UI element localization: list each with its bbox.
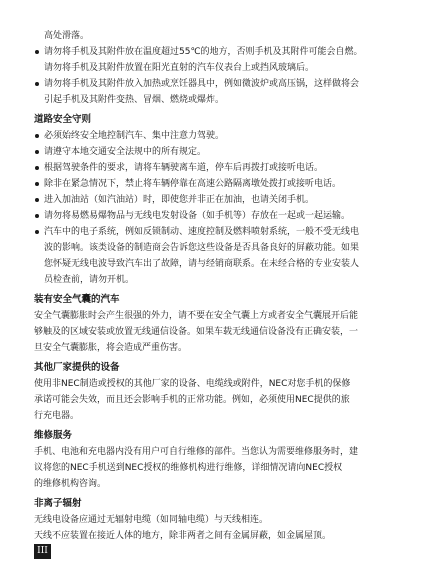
road-line-3: 除非在紧急情况下，禁止将车辆停靠在高速公路隔离墩处拨打或接听电话。 (34, 176, 398, 192)
page-content (34, 28, 398, 544)
road-line-8: 您怀疑无线电波导致汽车出了故障，请与经销商联系。在未经合格的专业安装人 (44, 259, 360, 269)
vendor-section (34, 360, 398, 424)
non-ionizing-line: 天线不应装置在接近人体的地方，除非两者之间有金属屏蔽，如金属屋顶。 (34, 531, 332, 541)
top-line-3: 请勿将手机及其附件放入加热或烹饪器具中，例如微波炉或高压锅，这样做将会 (34, 76, 398, 92)
page-number: III (34, 544, 51, 559)
non-ionizing-heading: 非离子辐射 (34, 498, 82, 509)
airbag-section (34, 292, 398, 356)
non-ionizing-section (34, 496, 398, 544)
airbag-line: 旦安全气囊膨胀，将会造成严重伤害。 (34, 343, 188, 353)
road-line-4: 进入加油站（如汽油站）时，即使您并非正在加油，也请关闭手机。 (34, 192, 398, 208)
top-line-4: 引起手机及其附件变热、冒烟、燃烧或爆炸。 (44, 95, 225, 105)
airbag-heading: 装有安全气囊的汽车 (34, 294, 120, 305)
vendor-line: 承诺可能会失效，而且还会影响手机的正常功能。例如，必须使用NEC提供的旅 (34, 395, 350, 405)
service-line: 手机、电池和充电器内没有用户可自行维修的部件。当您认为需要维修服务时，建 (34, 447, 359, 457)
top-line-0: 高处滑落。 (44, 31, 90, 41)
top-line-1: 请勿将手机及其附件放在温度超过55℃的地方，否则手机及其附件可能会自燃。 (34, 44, 398, 60)
road-line-6: 汽车中的电子系统，例如反锁制动、速度控制及燃料喷射系统，一般不受无线电 (34, 224, 398, 240)
road-line-5: 请勿将易燃易爆物品与无线电发射设备（如手机等）存放在一起或一起运输。 (34, 208, 398, 224)
service-line: 议将您的NEC手机送到NEC授权的维修机构进行维修，详细情况请向NEC授权 (34, 463, 343, 473)
road-line-2: 根据驾驶条件的要求，请将车辆驶离车道，停车后再拨打或接听电话。 (34, 160, 398, 176)
road-line-7: 波的影响。该类设备的制造商会告诉您这些设备是否具备良好的屏蔽功能。如果 (44, 243, 360, 253)
service-line: 的维修机构咨询。 (34, 479, 107, 489)
road-safety-heading: 道路安全守则 (34, 114, 92, 125)
airbag-line: 安全气囊膨胀时会产生很强的外力，请不要在安全气囊上方或者安全气囊展开后能 (34, 311, 359, 321)
top-line-2: 请勿将手机及其附件放置在阳光直射的汽车仪表台上或挡风玻璃后。 (44, 63, 315, 73)
top-block (34, 28, 398, 108)
road-line-0: 必须始终安全地控制汽车、集中注意力驾驶。 (34, 128, 398, 144)
road-line-1: 请遵守本地交通安全法规中的所有规定。 (34, 144, 398, 160)
road-safety-section (34, 112, 398, 288)
vendor-line: 行充电器。 (34, 411, 80, 421)
non-ionizing-line: 无线电设备应通过无辐射电缆（如同轴电缆）与天线相连。 (34, 515, 269, 525)
service-heading: 维修服务 (34, 430, 73, 441)
road-line-9: 员检查前，请勿开机。 (44, 275, 135, 285)
service-section (34, 428, 398, 492)
vendor-line: 使用非NEC制造或授权的其他厂家的设备、电缆线或附件，NEC对您手机的保修 (34, 379, 351, 389)
vendor-heading: 其他厂家提供的设备 (34, 362, 120, 373)
airbag-line: 够触及的区域安装或放置无线通信设备。如果车载无线通信设备没有正确安装，一 (34, 327, 359, 337)
